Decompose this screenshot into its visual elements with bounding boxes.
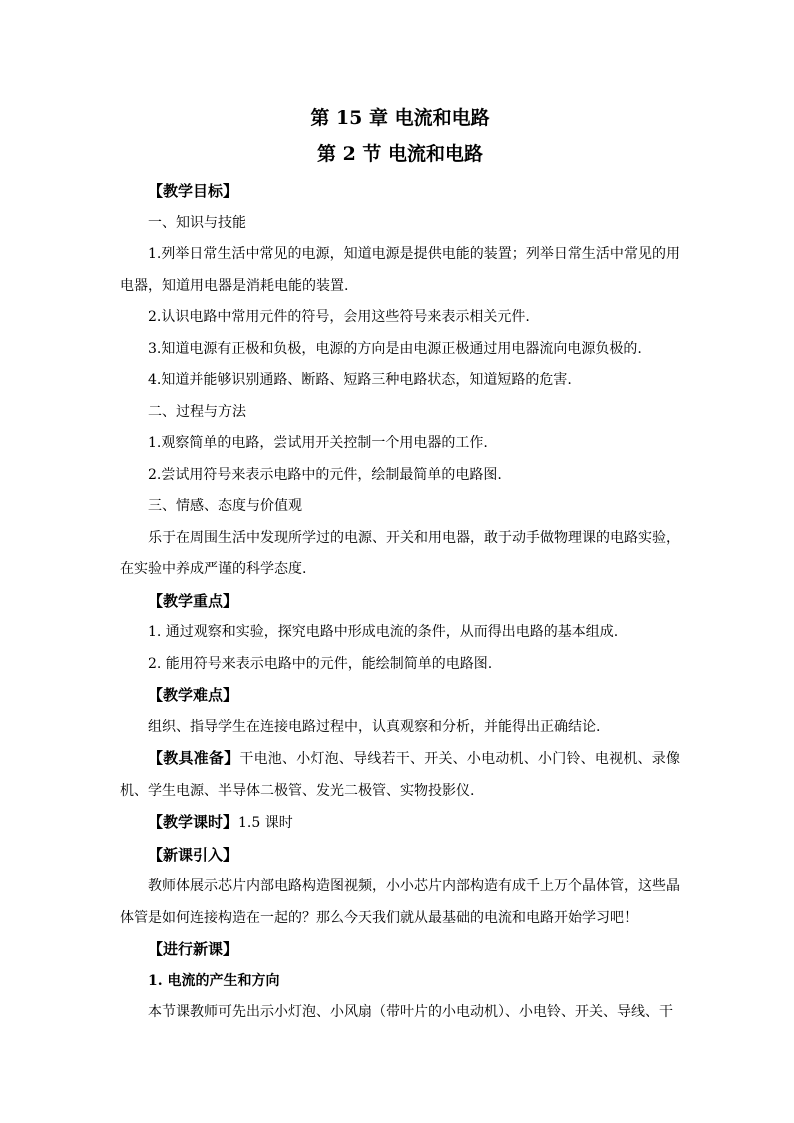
method-item-2: 2.尝试用符号来表示电路中的元件，绘制最简单的电路图.: [148, 466, 502, 483]
intro-heading: 【新课引入】: [148, 845, 239, 864]
hours-heading: 【教学课时】: [148, 813, 239, 831]
document-page: [120, 100, 680, 1029]
key-point-item-1: 1. 通过观察和实验，探究电路中形成电流的条件，从而得出电路的基本组成.: [148, 624, 619, 640]
objectives-part2-title: 二、过程与方法: [148, 403, 246, 420]
objectives-part3-title: 三、情感、态度与价值观: [148, 498, 302, 514]
objectives-part1-title: 一、知识与技能: [148, 214, 246, 231]
method-item-1: 1.观察简单的电路，尝试用开关控制一个用电器的工作.: [148, 435, 488, 451]
key-point-item-2: 2. 能用符号来表示电路中的元件，能绘制简单的电路图.: [148, 655, 493, 672]
objective-item-1: 1.列举日常生活中常见的电源，知道电源是提供电能的装置；列举日常生活中常见的用电器，知道用电器是消耗电能的装置.: [120, 246, 680, 294]
objective-item-4: 4.知道并能够识别通路、断路、短路三种电路状态，知道短路的危害.: [148, 372, 572, 388]
materials-paragraph: [120, 743, 680, 807]
chapter-title: 第 15 章 电流和电路: [310, 107, 490, 129]
intro-text: 教师体展示芯片内部电路构造图视频，小小芯片内部构造有成千上万个晶体管，这些晶体管是如何连接构造在一起的？那么今天我们就从最基础的电流和电路开始学习吧！: [120, 878, 680, 926]
new-lesson-subheading: 1. 电流的产生和方向: [148, 972, 280, 989]
objective-item-2: 2.认识电路中常用元件的符号，会用这些符号来表示相关元件.: [148, 309, 530, 325]
key-points-heading: 【教学重点】: [148, 591, 239, 610]
new-lesson-text: 本节课教师可先出示小灯泡、小风扇（带叶片的小电动机）、小电铃、开关、导线、干: [148, 1004, 673, 1020]
section-title: 第 2 节 电流和电路: [316, 143, 484, 165]
attitude-text: 乐于在周围生活中发现所学过的电源、开关和用电器，敢于动手做物理课的电路实验，在实验中养成严谨的科学态度.: [120, 529, 680, 577]
objective-item-3: 3.知道电源有正极和负极，电源的方向是由电源正极通过用电器流向电源负极的.: [148, 340, 642, 357]
hours-paragraph: [120, 807, 680, 840]
materials-text: 干电池、小灯泡、导线若干、开关、小电动机、小门铃、电视机、录像机、学生电源、半导体二极管、发光二极管、实物投影仪.: [120, 751, 680, 799]
difficulties-heading: 【教学难点】: [148, 686, 239, 704]
new-lesson-heading: 【进行新课】: [148, 940, 239, 958]
materials-heading: 【教具准备】: [148, 749, 240, 767]
difficulties-text: 组织、指导学生在连接电路过程中，认真观察和分析，并能得出正确结论.: [148, 718, 601, 735]
objectives-heading: 【教学目标】: [148, 182, 239, 200]
hours-text: 1.5 课时: [238, 815, 293, 831]
